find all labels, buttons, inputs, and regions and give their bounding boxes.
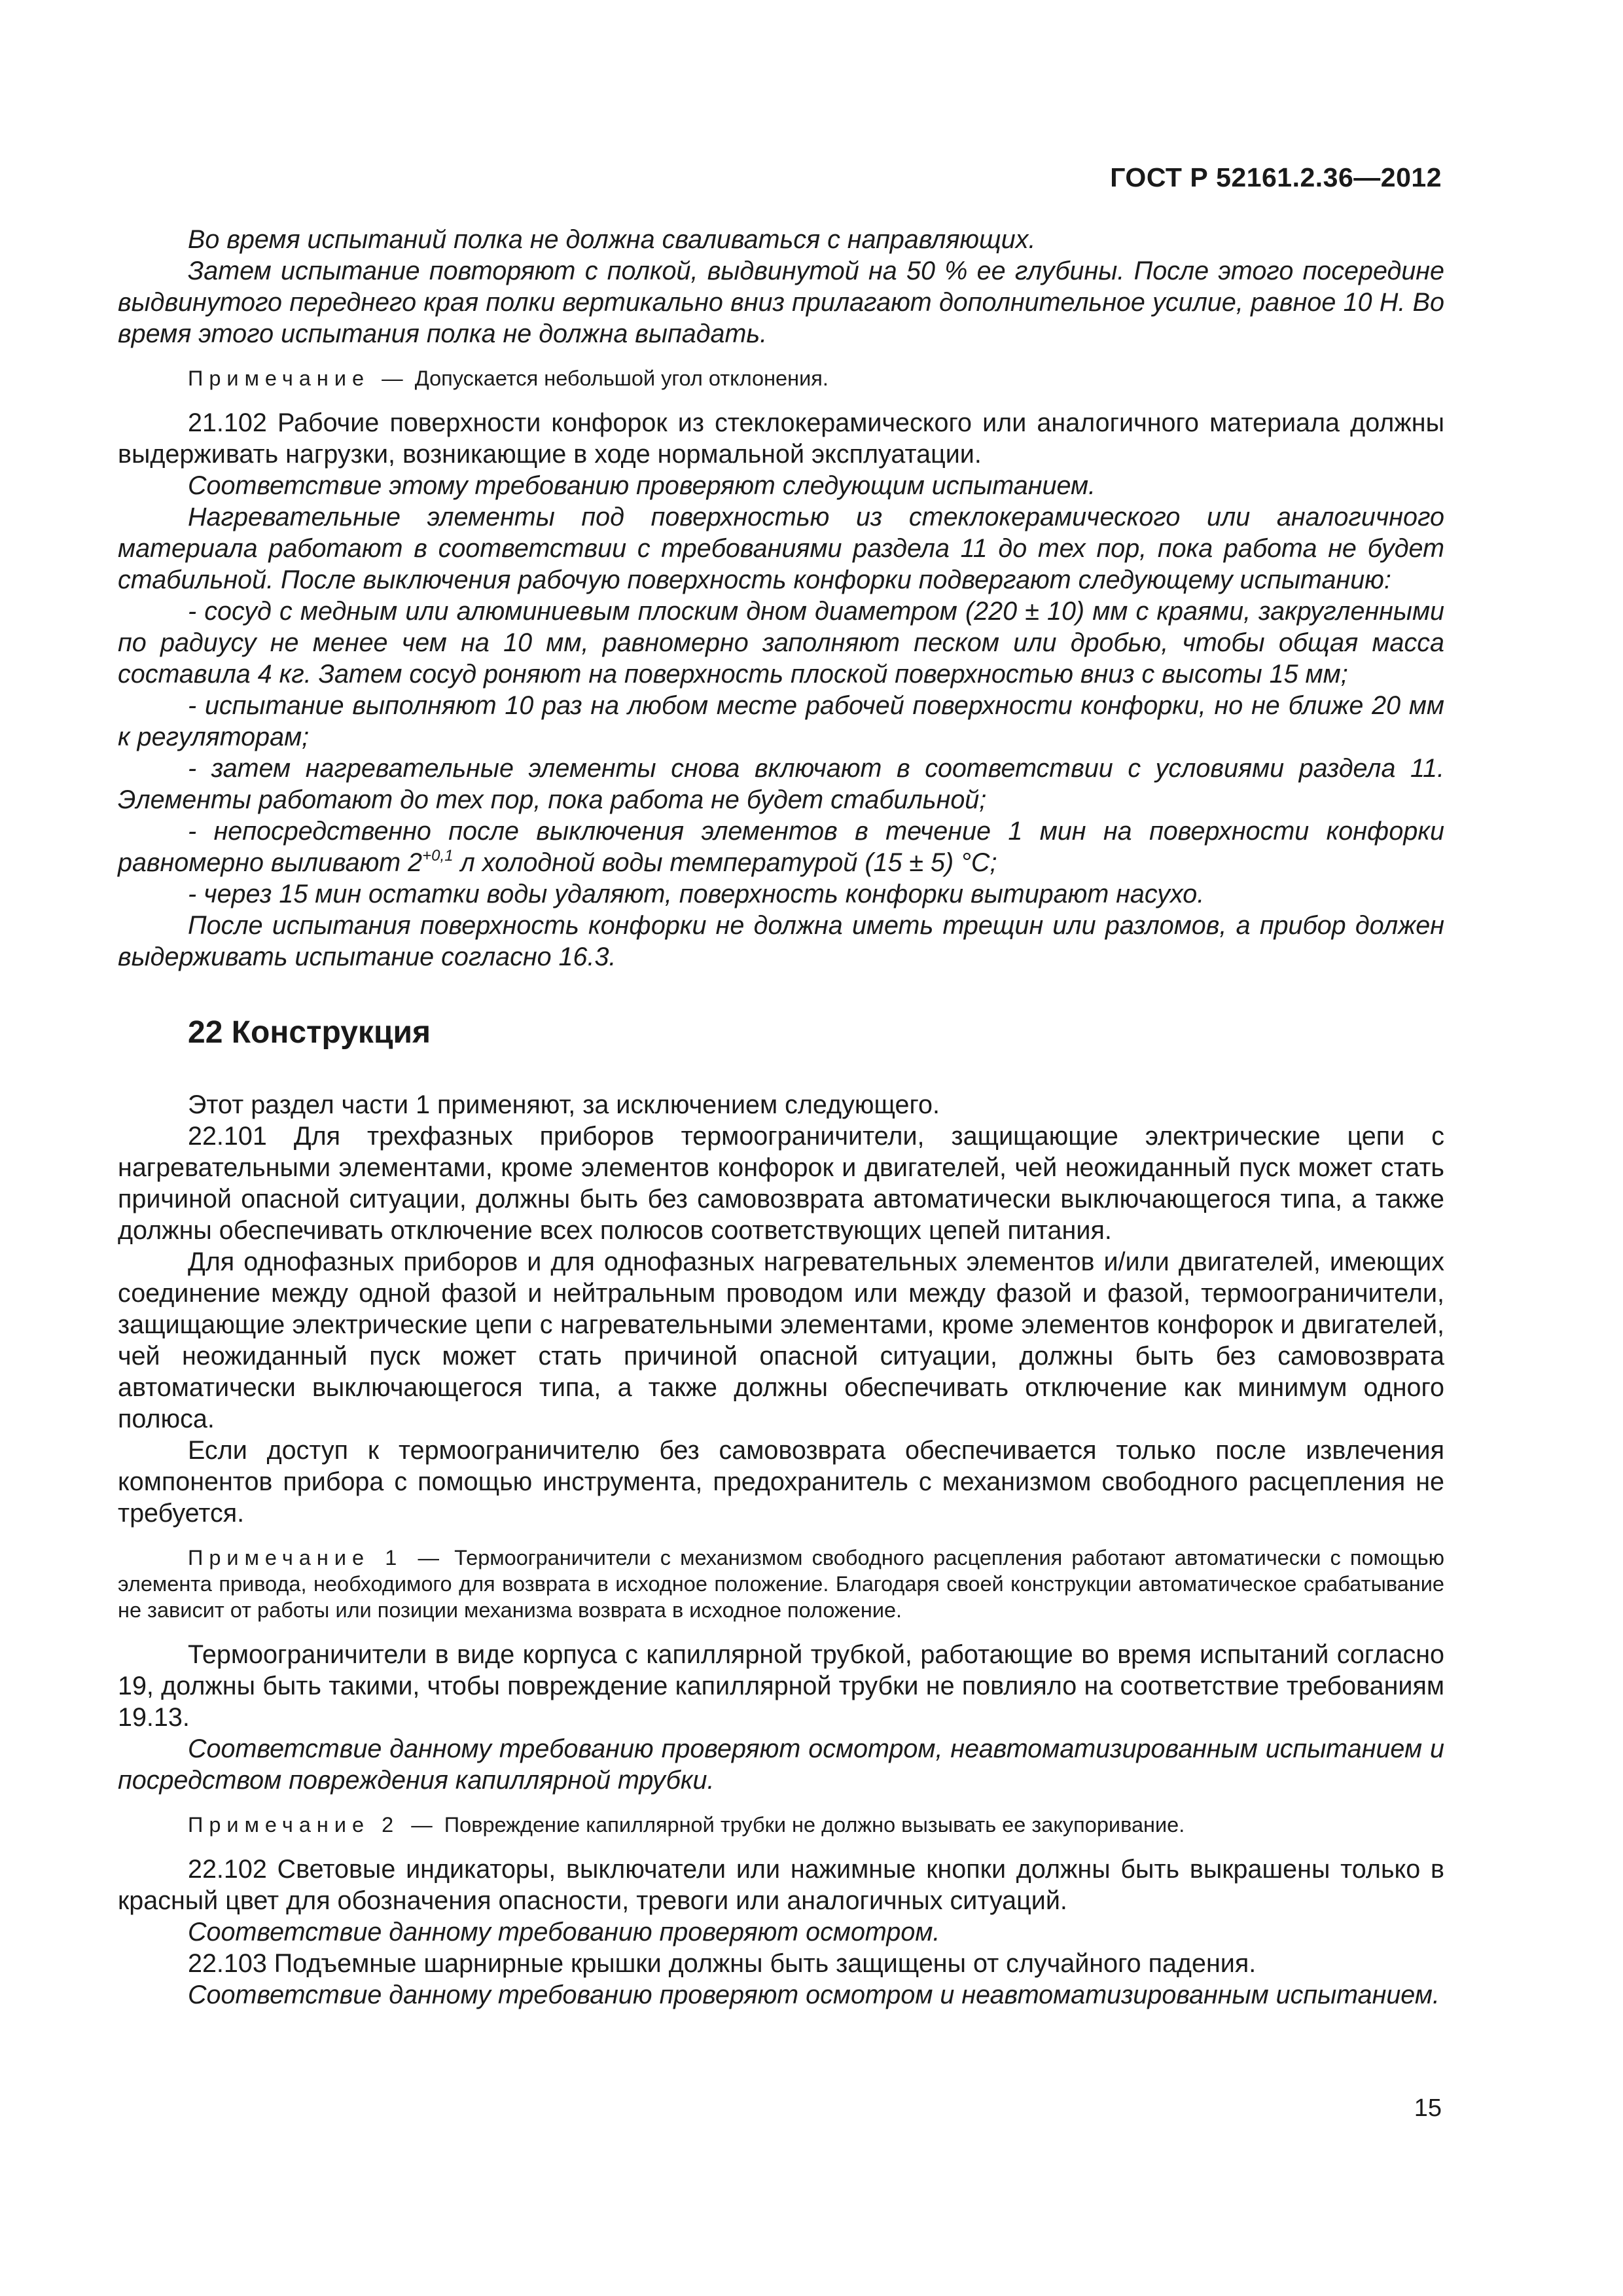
note-text: Допускается небольшой угол отклонения. — [414, 367, 829, 390]
superscript: +0,1 — [422, 847, 454, 865]
note-text: Термоограничители с механизмом свободного расцепления работают автоматически с помощью элемента привода, необходимого для возврата в исходное положение. Благодаря своей конструкции автоматическое срабатывание не зависит от работы или позиции механизма возврата в исходное положение. — [118, 1546, 1445, 1622]
note-text: Повреждение капиллярной трубки не должно вызывать ее закупоривание. — [444, 1813, 1185, 1837]
note-label: Примечание 2 — — [188, 1813, 438, 1837]
list-item: - сосуд с медным или алюминиевым плоским дном диаметром (220 ± 10) мм с краями, закругленными по радиусу не менее чем на 10 мм, равномерно заполняют песком или дробью, чтобы общая масса составила 4 кг. Затем сосуд роняют на поверхность плоской поверхностью вниз с высоты 15 мм; — [118, 597, 1444, 689]
paragraph: Соответствие данному требованию проверяют осмотром. — [188, 1918, 940, 1946]
paragraph: Во время испытаний полка не должна сваливаться с направляющих. — [188, 225, 1036, 254]
section-heading: 22 Конструкция — [188, 1015, 431, 1050]
note — [118, 365, 1444, 391]
paragraph: Термоограничители в виде корпуса с капиллярной трубкой, работающие во время испытаний согласно 19, должны быть такими, чтобы повреждение капиллярной трубки не повлияло на соответствие требованиям 19.13. — [118, 1640, 1444, 1732]
paragraph: После испытания поверхность конфорки не должна иметь трещин или разломов, а прибор должен выдерживать испытание согласно 16.3. — [118, 911, 1444, 971]
list-item: - затем нагревательные элементы снова включают в соответствии с условиями раздела 11. Элементы работают до тех пор, пока работа не будет стабильной; — [118, 754, 1444, 814]
note-label: Примечание — — [188, 367, 409, 390]
list-item: - через 15 мин остатки воды удаляют, поверхность конфорки вытирают насухо. — [188, 880, 1205, 908]
paragraph: Соответствие данному требованию проверяют осмотром и неавтоматизированным испытанием. — [188, 1981, 1440, 2009]
note-label: Примечание 1 — — [188, 1546, 445, 1570]
document-body — [118, 224, 1444, 2011]
clause-22-101: 22.101 Для трехфазных приборов термоограничители, защищающие электрические цепи с нагревательными элементами, кроме элементов конфорок и двигателей, чей неожиданный пуск может стать причиной опасной ситуации, должны быть без самовозврата автоматически выключающегося типа, а также должны обеспечивать отключение всех полюсов соответствующих цепей питания. — [118, 1122, 1444, 1245]
note-1 — [118, 1545, 1444, 1623]
paragraph: Этот раздел части 1 применяют, за исключением следующего. — [188, 1090, 940, 1119]
clause-22-102: 22.102 Световые индикаторы, выключатели или нажимные кнопки должны быть выкрашены только в красный цвет для обозначения опасности, тревоги или аналогичных ситуаций. — [118, 1855, 1444, 1915]
page-header: ГОСТ Р 52161.2.36—2012 — [1110, 162, 1442, 192]
note-2 — [118, 1812, 1444, 1838]
paragraph: Затем испытание повторяют с полкой, выдвинутой на 50 % ее глубины. После этого посередине выдвинутого переднего края полки вертикально вниз прилагают дополнительное усилие, равное 10 Н. Во время этого испытания полка не должна выпадать. — [118, 257, 1444, 348]
clause-22-103: 22.103 Подъемные шарнирные крышки должны быть защищены от случайного падения. — [188, 1949, 1257, 1978]
list-item: - испытание выполняют 10 раз на любом месте рабочей поверхности конфорки, но не ближе 20 мм к регуляторам; — [118, 691, 1444, 751]
paragraph: Нагревательные элементы под поверхностью из стеклокерамического или аналогичного материала работают в соответствии с требованиями раздела 11 до тех пор, пока работа не будет стабильной. После выключения рабочую поверхность конфорки подвергают следующему испытанию: — [118, 503, 1444, 594]
page-number: 15 — [1414, 2094, 1442, 2122]
paragraph: Если доступ к термоограничителю без самовозврата обеспечивается только после извлечения компонентов прибора с помощью инструмента, предохранитель с механизмом свободного расцепления не требуется. — [118, 1436, 1444, 1528]
paragraph: Для однофазных приборов и для однофазных нагревательных элементов и/или двигателей, имеющих соединение между одной фазой и нейтральным проводом или между фазой и фазой, термоограничители, защищающие электрические цепи с нагревательными элементами, кроме элементов конфорок и двигателей, чей неожиданный пуск может стать причиной опасной ситуации, должны быть без самовозврата автоматически выключающегося типа, а также должны обеспечивать отключение как минимум одного полюса. — [118, 1247, 1444, 1433]
clause-21-102: 21.102 Рабочие поверхности конфорок из стеклокерамического или аналогичного материала должны выдерживать нагрузки, возникающие в ходе нормальной эксплуатации. — [118, 408, 1444, 469]
list-item: - непосредственно после выключения элементов в течение 1 мин на поверхности конфорки равномерно выливают $2^{+0,1}$ л холодной воды температурой (15 ± 5) °С; — [118, 817, 1444, 877]
paragraph: Соответствие данному требованию проверяют осмотром, неавтоматизированным испытанием и посредством повреждения капиллярной трубки. — [118, 1734, 1444, 1795]
paragraph: Соответствие этому требованию проверяют следующим испытанием. — [188, 471, 1096, 500]
